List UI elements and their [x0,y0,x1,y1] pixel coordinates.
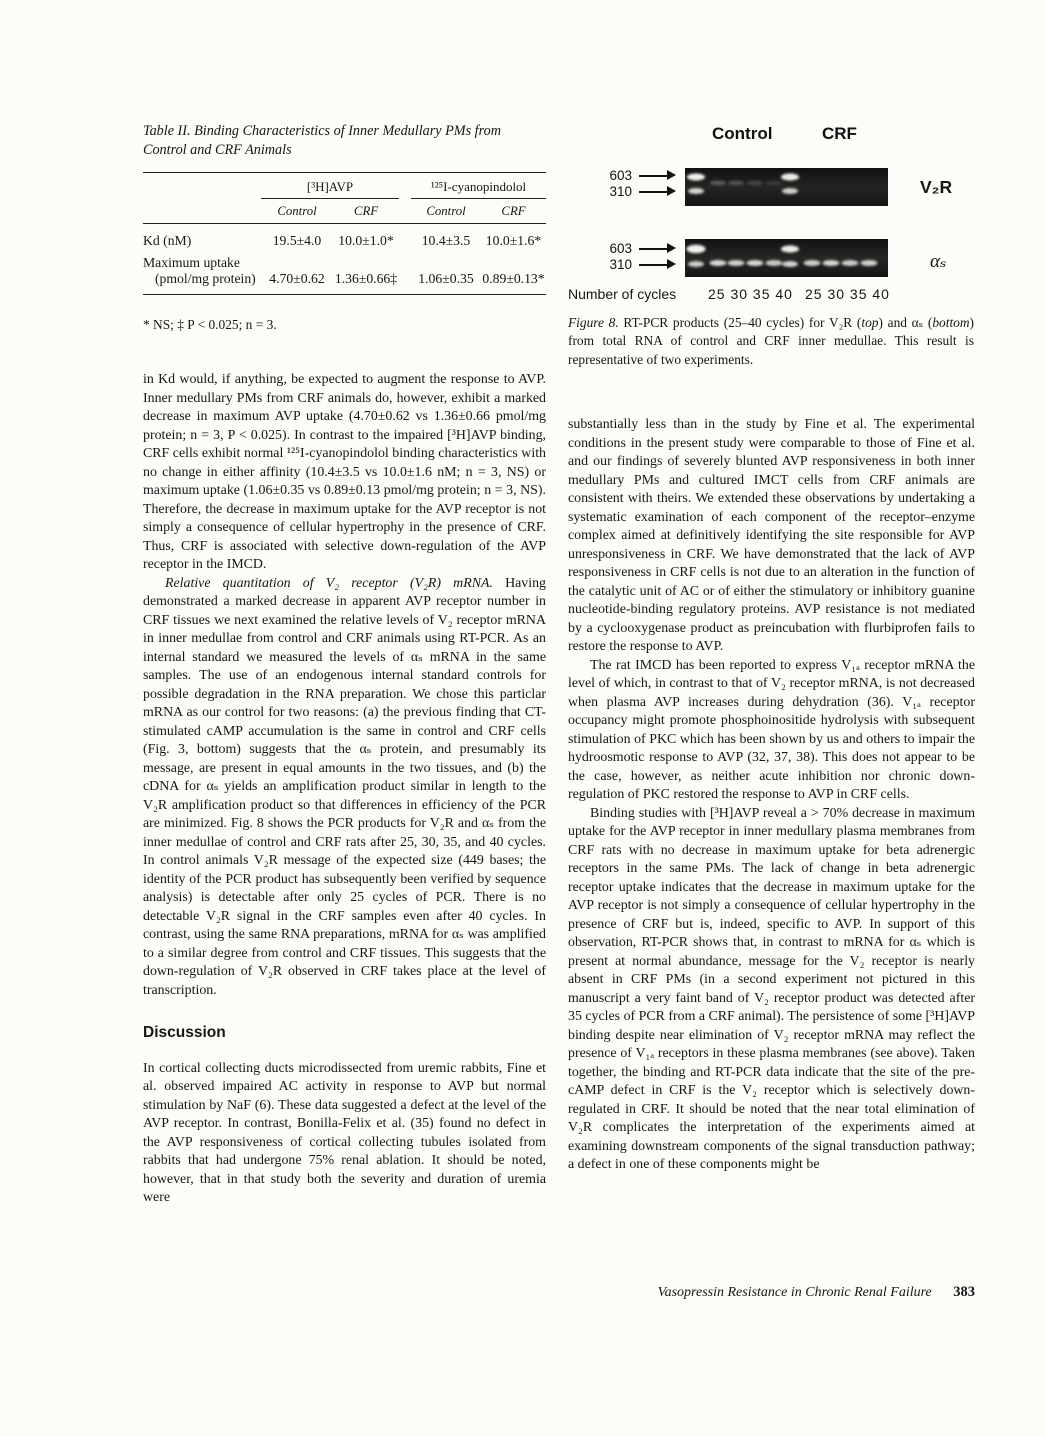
marker-603-bottom [602,241,669,256]
paragraph-text: Having demonstrated a marked decrease in apparent AVP receptor number in CRF tissues we next examined the relative levels of V₂ receptor mRNA in inner medullae from control and CRF animals using RT-PCR. As an internal standard we measured the levels of αₛ mRNA in the same samples. The use of an endogenous internal standard controls for possible degradation in the RNA preparation. We chose this particlar mRNA as our control for two reasons: (a) the previous finding that CT-stimulated cAMP accumulation is the same in control and CRF cells (Fig. 3, bottom) suggests that the αₛ protein, and presumably its message, are present in equal amounts in the two tissues, and (b) the cDNA for αₛ yields an amplification product similar in length to the V₂R amplification product so that differences in efficiency of the PCR are minimized. Fig. 8 shows the PCR products for V₂R and αₛ from the inner medullae of control and CRF rats after 25, 30, 35, and 40 cycles. In control animals V₂R message of the expected size (449 bases; the identity of the PCR product has subsequently been verified by sequence analysis) is detectable after only 25 cycles of PCR. There is no detectable V₂R signal in the CRF samples even after 40 cycles. In contrast, using the same RNA preparations, mRNA for αₛ was amplified to a similar degree from control and CRF tissues. This suggests that the down-regulation of V₂R observed in CRF takes place at the level of transcription. [143,575,546,998]
right-arrow-icon [639,175,669,177]
body-paragraph: In cortical collecting ducts microdissected from uremic rabbits, Fine et al. observed impaired AC activity in response to AVP but normal stimulation by NaF (6). These data suggested a defect at the level of the AVP receptor. In contrast, Bonilla-Felix et al. (35) found no defect in the AVP responsiveness of cortical collecting tubules isolated from rabbits that had undergone 75% renal ablation. It should be noted, however, that in that study both the severity and duration of uremia were [143,1060,546,1205]
table-cell: 0.89±0.13* [481,252,546,295]
row-label-line2: (pmol/mg protein) [155,271,256,286]
v2r-label: V₂R [920,177,953,197]
table-row [143,224,546,253]
table-footnote: * NS; ‡ P < 0.025; n = 3. [143,317,277,332]
marker-310-top [602,184,669,199]
marker-603-label: 603 [609,168,632,183]
discussion-heading: Discussion [143,1024,226,1041]
gel-image-v2r [685,168,888,206]
marker-603-label: 603 [609,241,632,256]
marker-310-label: 310 [609,184,632,199]
gel-image-alpha-s [685,239,888,277]
figure-8-section [568,120,988,410]
control-cycle-numbers: 25 30 35 40 [708,286,793,302]
control-group-label: Control [712,124,773,143]
body-paragraph: in Kd would, if anything, be expected to augment the response to AVP. Inner medullary PMs from CRF animals do, however, exhibit a marked decrease in maximum AVP uptake (4.70±0.62 vs 1.36±0.66 pmol/mg protein; n = 3, P < 0.025). In contrast to the impaired [³H]AVP binding, CRF cells exhibit normal ¹²⁵I-cyanopindolol binding characteristics with no change in either affinity (10.4±3.5 vs 10.0±1.6 nM; n = 3, NS) or maximum uptake (1.06±0.35 vs 0.89±0.13 pmol/mg protein; n = 3, NS). Therefore, the decrease in maximum uptake for the AVP receptor is not simply a consequence of cellular hypertrophy in the presence of CRF. Thus, CRF is associated with selective down-regulation of the AVP receptor in the IMCD. [143,372,546,572]
binding-characteristics-table [143,172,546,295]
crf-group-label: CRF [822,124,857,143]
marker-603-top [602,168,669,183]
body-paragraph: Binding studies with [³H]AVP reveal a > 70% decrease in maximum uptake for the AVP receptor in inner medullary plasma membranes from CRF rats with no decrease in maximum uptake for beta adrenergic receptors in the same PMs. The lack of change in beta adrenergic receptor uptake indicates that the decrease in maximum uptake for the AVP receptor is not simply a consequence of cellular hypertrophy in the presence of CRF but is, indeed, specific to AVP. In support of this observation, RT-PCR shows that, in contrast to mRNA for αₛ which is present at normal abundance, message for the V₂ receptor is nearly absent in CRF PMs (in a second experiment not pictured in this manuscript a very faint band of V₂ receptor product was detected after 35 cycles of PCR from a CRF animal). The persistence of some [³H]AVP binding despite near elimination of V₂ receptor mRNA may reflect the presence of V₁ₐ receptors in these plasma membranes (see above). Taken together, the binding and RT-PCR data indicate that the site of the pre-cAMP defect in CRF is the V₂ receptor which is selectively down-regulated in CRF. It should be noted that the near total elimination of V₂R complicates the interpretation of the experiments aimed at examining downstream components of the signal transduction pathway; a defect in one of these components might be [568,805,975,1172]
left-column [143,371,546,1208]
marker-310-bottom [602,257,669,272]
table-subheader: Control [411,199,481,224]
right-arrow-icon [639,191,669,193]
row-label-kd: Kd (nM) [143,233,192,248]
right-arrow-icon [639,264,669,266]
table-cell: 19.5±4.0 [272,233,322,248]
table-2-section [143,122,546,333]
table-row [143,252,546,295]
table-cell: 10.4±3.5 [421,233,471,248]
gel-panel-v2r [685,168,888,206]
right-column [568,416,975,1175]
table-caption: Table II. Binding Characteristics of Inner Medullary PMs from Control and CRF Animals [143,123,501,158]
running-title: Vasopressin Resistance in Chronic Renal Failure [657,1285,932,1300]
table-cell: 10.0±1.0* [338,233,394,248]
body-paragraph: substantially less than in the study by Fine et al. The experimental conditions in the present study were comparable to those of Fine et al. and our findings of severely blunted AVP responsiveness in both inner medullary PMs and cultured IMCT cells from CRF animals are consistent with theirs. We extended these observations by undertaking a systematic examination of each component of the receptor–enzyme complex aimed at definitively identifying the site responsible for AVP unresponsiveness in CRF. We have demonstrated that the lack of AVP responsiveness in CRF cells is not due to an alteration in the function of the catalytic unit of AC or of either the stimulatory or inhibitory guanine nucleotide-binding regulatory proteins. AVP resistance is not mediated by a cyclooxygenase product as preincubation with flurbiprofen fails to restore the response to AVP. [568,417,975,654]
table-subheader: Control [261,199,333,224]
table-cell: 10.0±1.6* [485,233,542,248]
right-arrow-icon [639,248,669,250]
table-group-header-cyanopindolol: ¹²⁵I-cyanopindolol [411,173,546,199]
table-group-header-h3avp: [³H]AVP [261,173,399,199]
page-footer [568,1284,975,1301]
paragraph-lead-italic: Relative quantitation of V₂ receptor (V₂R) mRNA. [165,575,493,591]
table-cell: 1.36±0.66‡ [333,252,399,295]
marker-310-label: 310 [609,257,632,272]
figure-caption: Figure 8. RT-PCR products (25–40 cycles) for V₂R (top) and αₛ (bottom) from total RNA of control and CRF inner medullae. This result is representative of two experiments. [568,315,974,367]
table-subheader: CRF [333,199,399,224]
row-label-max-uptake [143,252,261,295]
body-paragraph [143,575,546,1001]
gel-panel-alpha-s [685,239,888,277]
table-cell: 1.06±0.35 [411,252,481,295]
alpha-s-label: αₛ [930,251,947,272]
page-number: 383 [953,1284,975,1300]
table-subheader: CRF [481,199,546,224]
cycles-label: Number of cycles [568,286,677,302]
table-cell: 4.70±0.62 [261,252,333,295]
body-paragraph: The rat IMCD has been reported to express V₁ₐ receptor mRNA the level of which, in contrast to that of V₂ receptor mRNA, is not decreased when plasma AVP increases during dehydration (36). V₁ₐ receptor occupancy might promote phosphoinositide hydrolysis with subsequent stimulation of PKC which has been shown by us and others to impair the hydroosmotic response to AVP (32, 37, 38). This does not appear to be the case, however, as neither acute inhibition nor chronic down-regulation of PKC restored the response to AVP in CRF cells. [568,657,975,802]
row-label-line1: Maximum uptake [143,255,240,270]
crf-cycle-numbers: 25 30 35 40 [805,286,890,302]
